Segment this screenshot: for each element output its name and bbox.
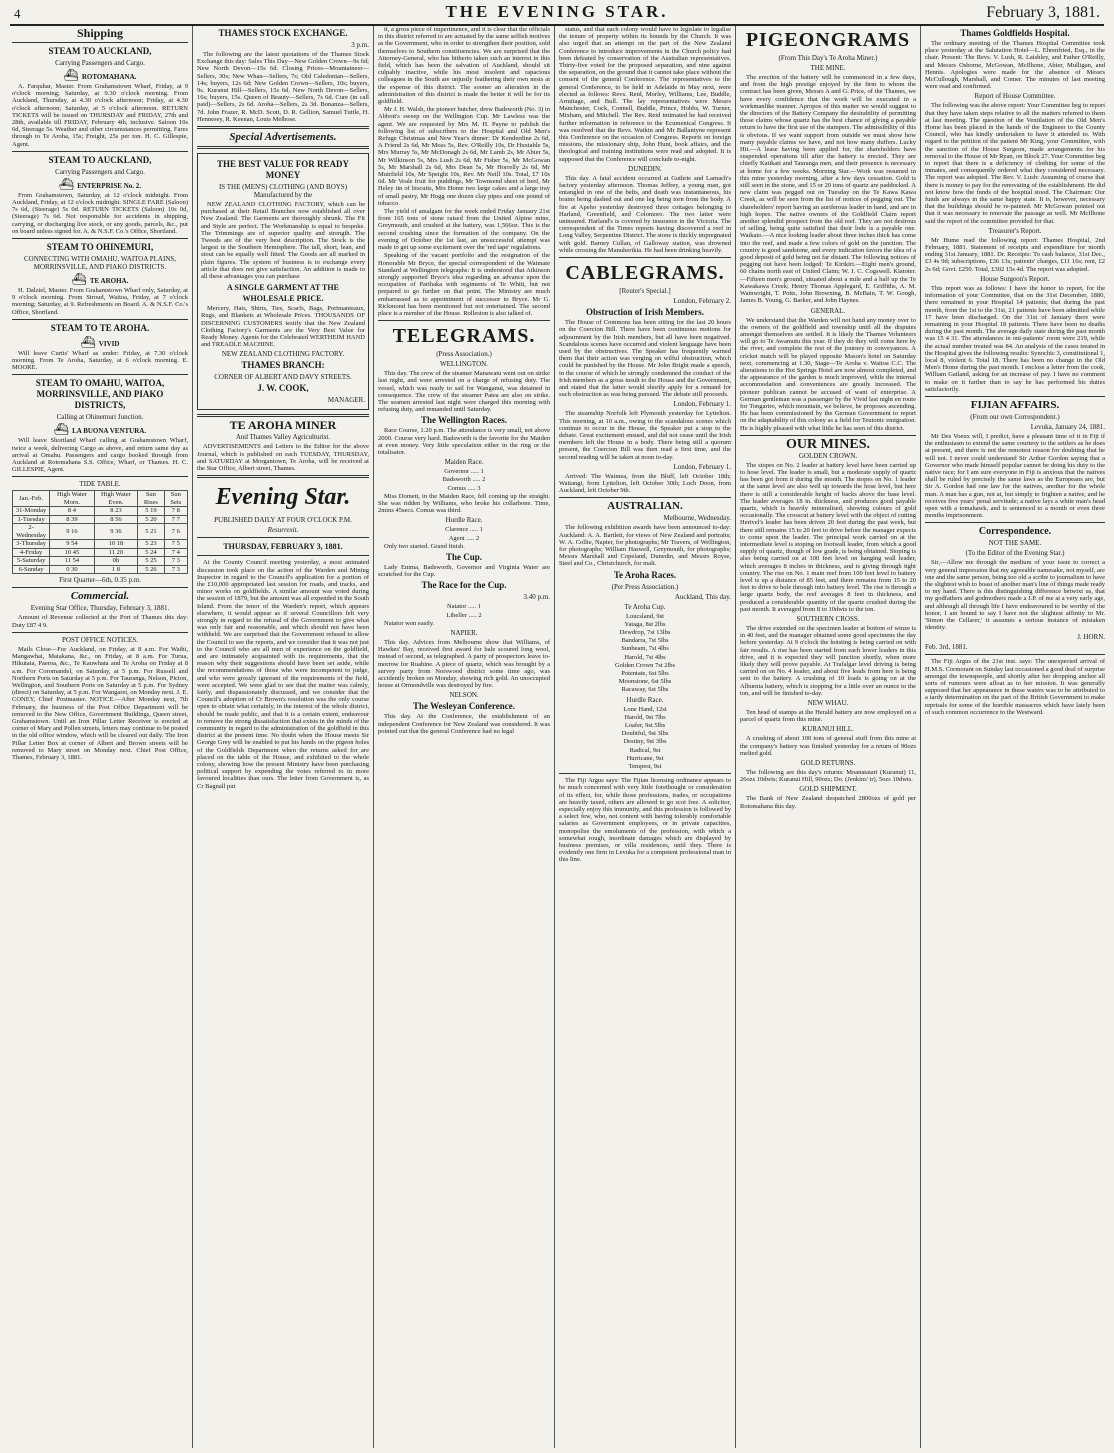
general-body: We understand that the Warden will not hand any money over to the owners of the goldfield and township until all the disputes amongst themselves are settled. It is likely the Thames Volunteers will go to Te Awamutu this year. If they do they will come here by the river, and complete the rest of the journey in conveyances. A cricket match will be played opposite Mason's hotel on Saturday next, commencing at 1.30, Stage—Te Aroha v. Waitoa C.C. The alterations to the Hot Springs Hotel are now almost completed, and the appearance of the garden is much improved, while the internal accommodation and conveniences are greatly increased. The pioneer publican cannot be accused of want of enterprise. A German gentleman was a passenger by the Vivid last night en route for Tongariro, which mountain, we believe, he proposes ascending. He has been commissioned by the German Government to report on the adaptability of this colony as a field for Teutonic emigration. He is highly pleased with what little he has seen of this district. xyxy=(740,316,916,432)
tide-cell: 11 20 xyxy=(94,548,137,557)
race-body: Only two started. Grand finish. xyxy=(384,542,465,550)
race-result: Clarence ..... 1 xyxy=(445,526,483,534)
tide-cell: 9 36 xyxy=(94,524,137,540)
ad-body: From Grahamstown, Saturday, at 12 o'clock midnight. From Auckland, Friday, at 12 o'clock midnight. SINGLE FARE (Saloon) 7s 6d, (Steerage) 5s 0d. RETURN TICKETS (Saloon) 10s 0d, (Steerage) 7s 6d. Not responsible for accidents in shipping, carrying, or discharging live stock, or any goods, parcels, &c., put on board unless signed for. A. & N.S.F. Co.'s Office, Shortland. xyxy=(12,191,188,235)
stock-exchange-time: 3 p.m. xyxy=(351,41,369,49)
tide-footer: First Quarter—6th, 0.35 p.m. xyxy=(59,576,141,585)
page-number: 4 xyxy=(14,6,21,21)
stock-exchange-heading: THAMES STOCK EXCHANGE. xyxy=(218,28,348,38)
list-item: Yataga, 8st 2lbs xyxy=(624,620,666,628)
mine-report: The stopes on No. 2 leader at battery level have been carried up to hose level. The leader is small, but a moderate supply of quartz has been got from it during the month. The stopes on No. 1 leader at the same level are also well up towards the hose level, but here there is still a considerable height of backs above the base level. The leader averages 18 in. thickness, and produces good payable quartz, which is heavily mineralised, showing colours of gold occasionally. The crosscut at battery level with the object of cutting Herivel's leader has been driven 20 feet during the past week, but there still remains 15 to 20 feet to drive before the manager expects to come upon the leader. The principal work carried on at the intermediate level is stoping on footwall leader, from which a good supply of quartz, though of low grade, is being obtained. Stoping is also being carried on at 100 feet level on hanging wall leader, which averages 8 inches in thickness, and is giving through tight country. The rise on No. 1 main reef from 100 feet level to battery level is up a distance of 85 feet, and there remains from 15 to 20 feet to drive to hole through into battery level. The rise is through a large quartz body, the reef averages 8 feet in thickness, and produced a considerable quantity of the quartz crushed during the past month. It averaged from 8 to 10dwts to the ton. xyxy=(740,461,916,613)
wesleyan-heading: The Wesleyan Conference. xyxy=(413,701,515,712)
list-item: Lone Hand, 12st xyxy=(623,705,667,713)
steamship-icon: ⛴ xyxy=(63,68,79,82)
race-result: Agent ..... 2 xyxy=(448,534,480,542)
race-heading: Hurdle Race. xyxy=(445,516,483,525)
tide-cell: 2-Wednesday xyxy=(13,524,50,540)
fijian-affairs-body: Mr Des Voeux will, I predict, have a pleasant time of it in Fiji if the enthusiasm to extend the same courtesy to the settlers as he does at present, and there is not the remotest reason for doubting that he will not. I never could understand Sir Arthur Gordon saying that a Governor who made himself popular cannot be doing his duty to the native race; for I am sure everyone in Fiji is anxious that the natives shall be ruled by precisely the same laws as the Europeans are, but Sir A. Gordon had one law for the natives, another for the whole man. A man has a gun, not at, but simply to frighten a native, and he receives five years' penal servitude; a native lays a white man's head open with a tomahawk, and is sentenced to a month or even three months imprisonment. xyxy=(925,432,1105,520)
tide-cell: 7 3 xyxy=(164,565,187,574)
tide-cell: 5 21 xyxy=(138,524,165,540)
cablegrams-source: [Reuter's Special.] xyxy=(619,287,671,296)
cup-body: Lady Emma, Badsworth, Governor and Virginia Water are scratched for the Cup. xyxy=(378,563,550,579)
section-heading: Treasurer's Report. xyxy=(988,226,1042,235)
evening-star-subtitle: PUBLISHED DAILY AT FOUR O'CLOCK P.M. xyxy=(214,516,352,525)
telegram-body: This day. The crew of the steamer Manawatu went out on strike last night, and were arrested on a charge of refusing duty. The vessel, which was ready to sail for Wanganui, was detained in consequence. The crew of the steamer Patea are also on strike. The seamen arrested last night were charged this morning with refusing duty, and remanded until Saturday. xyxy=(378,370,550,414)
pigeongrams-source: (From This Day's Te Aroha Miner.) xyxy=(778,54,878,62)
letter-signature: J. HORN. xyxy=(1077,633,1105,642)
obstruction-heading: Obstruction of Irish Members. xyxy=(586,307,704,318)
surgeon-report: This report was as follows: I have the honor to report, for the information of your Committee, that on the 31st December, 1880, there remained in your Hospital 14 patients; that during the past month, from the 1st to the 31st, 21 patients have been admitted while 17 have been discharged. On the 31st of January there were remaining in your Hospital 18 patients. There have been no deaths during the past month. The average daily state during the past month was 15 4 31. The attendances in out-patients' room were 219, while the actual number treated was 84. An analysis of the cases treated in the Hospital gives the following results: Synochic 3, constitutional 1, local 8, violent 6. Total 18. There has been no change in the Old Men's Home during the past month. I enclose a letter from the cook, William Gatland, asking for an increase of pay. I have no comment to make on it farther than to say he has performed his duties satisfactorily. xyxy=(925,284,1105,393)
ship-name: ENTERPRISE No. 2. xyxy=(77,181,142,190)
column-advertisements xyxy=(197,26,369,1448)
section-heading: House Surgeon's Report. xyxy=(980,274,1050,283)
steamship-icon: ⛴ xyxy=(58,176,75,191)
tide-table-title: TIDE TABLE. xyxy=(79,480,121,489)
letter-addressee: (To the Editor of the Evening Star.) xyxy=(965,549,1065,558)
race-result: Comus ..... 3 xyxy=(447,484,481,492)
our-mines-heading: OUR MINES. xyxy=(785,436,870,452)
list-item: Bandarra, 7st 5lbs xyxy=(621,637,669,645)
list-item: Loafer, 9st 5lbs xyxy=(624,722,666,730)
commercial-body: Amount of Revenue collected at the Port of Thames this day: Duty £87 4 9. xyxy=(12,614,188,629)
hospital-body: The ordinary meeting of the Thames Hospital Committee took place yesterday at the Salutation Hotel—L. Ehrenfried, Esq., in the chair. Present: The Revs. V. Lush, R. Laishley, and Father O'Reilly, and Messrs Osborne, McGowan, McIlhone, Abier, Mulligan, and Hennis. Apologies were made for the absence of Messrs McCullough, Marshall, and Comer. The minutes of last meeting were read and confirmed. xyxy=(925,40,1105,91)
tide-column-header: Sun Sets xyxy=(164,491,187,507)
dateline: WELLINGTON. xyxy=(440,360,488,369)
fiji-argus-paragraph: The Fiji Argus says: The Fijian licensing ordinance appears to be much concerned with very little forethought or consideration of its effect, for, while those professions, trades, or occupations are heavily taxed, others are allowed to go scot free. A solicitor, especially enjoy this immunity, and this profession is followed by a select few, who, not content with having tolerably comfortable salaries as Government employees, or in private capacities, monopolise the emoluments of the profession, with which a somewhat rough, inordinate damages which are displayed by business premises, or villa residences, until they. There is evidently one firm in Levuka for a competent professional man in this line. xyxy=(559,777,731,864)
tide-cell: 5 20 xyxy=(138,515,165,524)
ad-title: STEAM TO TE AROHA. xyxy=(50,322,150,333)
cormorant-paragraph: The Fiji Argus of the 21st inst. says: The unexpected arrival of H.M.S. Cormorant on Sunday last occasioned a good deal of surprise amongst the townspeople, and shortly after her dropping anchor all sorts of rumours were afloat as to her mission. It was generally supposed that her appearance in these waters was to be attributed to a tardy determination on the part of the British Government to make reprisals for some of the horrible massacres which have lately been of such common occurrence to the Westward. xyxy=(925,658,1105,716)
commercial-subheading: Evening Star Office, Thursday, February 3, 1881. xyxy=(30,604,170,613)
list-item: Harold, 7st 4lbs xyxy=(624,653,666,661)
tide-cell: 8 23 xyxy=(94,507,137,516)
mine-body: The erection of the battery will be commenced in a few days, and from the high prestige enjoyed by the firm to whom the contract has been given, Messrs A and G. Price, of the Thames, we have every confidence that the work will be executed in a workmanlike manner. Apropos of this matter we would suggest to the directors of the Battery Company the desirability of permitting those claims whose quartz has the best chance of giving a payable return to have the first use of the stampers. The admissibility of this is obvious. If we want support from outside we must show how many payable claims we have, and not how many duffers. Lucky Hit.—A lease having been applied for, the shareholders have suspended operations till after the battery is erected. They are chiefly Katikati and Tauranga men, and their presence is necessary at home for a few weeks. Morning Star.—Work was resumed in this mine yesterday morning, after a few days cessation. Gold is still seen in the stone, and 15 or 20 tons of quartz are paddocked. A new claim was pegged out on Tuesday on the Te Kawa Kawa Creek, as will be seen from the list of notices of pegging out. The shareholders' report having an auriferous leader in hand, and are in high hopes. The native owners of the Goldfield Claim report another splendid prospect from the old reef. They are not desirous of selling, being quite satisfied that their lode is a payable one. Waikato.—A nice looking leader about three inches thick has come into the reef, and made a few colors of gold on the junction. The country is good sandstone, and every indication favors the idea of a good deposit of gold being not far distant. The following notices of pegging out have been lodged: Te Kirikiri.—Eight men's ground, 60 chains north east of United Claim; W. J. C. Cogswell. Kiatoter.—Fifteen men's ground, situated about a mile and a half up the Te Kawakawa Creek; Henry Thomas Applegard, E. Griffiths, A. M. Wainwright, T. Potts, John Browning, B. McBain, T. W. Googh, James B. Young, G. Barker, and John Haynes. xyxy=(740,74,916,305)
ad-subtitle: IS THE (MEN'S) CLOTHING (AND BOYS) Manufactured by the xyxy=(218,183,348,200)
hospital-heading: Thames Goldfields Hospital. xyxy=(960,28,1070,38)
table-row xyxy=(13,524,188,540)
mine-heading: SOUTHERN CROSS. xyxy=(796,615,860,624)
ship-name: LA BUONA VENTURA. xyxy=(72,427,147,436)
list-item: Hurricane, 9st xyxy=(626,754,664,762)
issue-date: February 3, 1881. xyxy=(986,4,1100,21)
pigeongrams-heading: PIGEONGRAMS xyxy=(745,29,911,51)
tide-table xyxy=(12,490,188,574)
tide-cell: 5 25 xyxy=(138,557,165,566)
ad-title: STEAM TO OMAHU, WAITOA, MORRINSVILLE, AND PIAKO DISTRICTS, xyxy=(35,378,165,411)
tide-cell: 4-Friday xyxy=(13,548,50,557)
house-report: The following was the above report: Your Committee beg to report that they have taken steps relative to all the matters referred to them at last meeting. The question of the Ventilation of the Old Men's Home has been placed in the hands of the Engineer to the County Council, who has kindly undertaken to have it attended to. With regard to the petition of the patient Mr King, your Committee, with the sanction of the House Surgeon, made arrangements for his removal to the House of Mr Ryan, on Block 27. Your Committee beg to report that there is a deficiency of clothing for some of the inmates, and consequently ordered what they considered necessary. The report was adopted. The Rev. V. Lush: Assuming of course that there is money to pay for the renovating of the establishment. He did not know how the funds of the hospital stood. The Chairman: Our funds are always in the same happy state. It is, however, necessary that the buildings should be re-painted. Mr McGowan pointed out that it was necessary to renovate the passage as well. Mr McIlhone said the report of the committee provided for that. xyxy=(925,102,1105,225)
tide-cell: 7 4 xyxy=(164,548,187,557)
post-office-heading: POST OFFICE NOTICES. xyxy=(62,635,138,644)
race-heading: Te Aroha Cup. xyxy=(624,602,666,611)
newspaper-title: THE EVENING STAR. xyxy=(445,2,669,21)
treasurer-report: Mr Hume read the following report: Thames Hospital, 2nd February, 1881. Statement of receipts and expenditure for month ending 31st January, 1881. Dr. Receipts: To cash balance, 31st Dec., £3 4s 9d; subscriptions, £36 13s; patients' charges, £11 16s; rent, £2 2s 6d; Govt. £250. Total, £302 15s 4d. The report was adopted. xyxy=(925,236,1105,273)
ad-subtitle: CONNECTING WITH OMAHU, WAITOA PLAINS, MORRINSVILLE, AND PIAKO DISTRICTS. xyxy=(23,255,177,272)
ad-body: Mercery, Hats, Shirts, Ties, Scarfs, Bags, Portmanteaux, Rugs, and Blankets at Wholesale Prices. THOUSANDS OF DISCERNING CUSTOMERS testify that the New Zealand Clothing Factory's Garments are the Very Best Value for Ready Money. Agents for the Celebrated WERTHEIM HAND and TREADLE MACHINE. xyxy=(201,305,365,349)
gold-returns: The following are this day's returns: Moanataiari (Kuranui) 11, 26ozs 10dwts; Kuranui Hill, 90ozs; Do. (Jenkins' tr), 5ozs 10dwts. xyxy=(740,769,916,784)
tide-cell: 0h xyxy=(94,557,137,566)
tide-cell: 5 24 xyxy=(138,548,165,557)
aroha-races-heading: Te Aroha Races. xyxy=(613,569,677,580)
tide-column-header: Jan.-Feb. xyxy=(13,491,50,507)
mine-heading: GOLD SHIPMENT. xyxy=(799,785,857,794)
dateline: DUNEDIN. xyxy=(628,164,662,173)
section-heading: GENERAL. xyxy=(810,306,846,315)
tide-cell: 5 26 xyxy=(138,565,165,574)
table-row xyxy=(13,557,188,566)
steamship-icon: ⛴ xyxy=(71,272,87,287)
ad-subtitle: Carrying Passengers and Cargo. xyxy=(55,59,145,67)
tide-cell: 9 16 xyxy=(50,524,94,540)
steamship-icon: ⛴ xyxy=(80,334,96,349)
table-row xyxy=(13,565,188,574)
section-heading: THE MINE. xyxy=(810,64,846,72)
special-advertisements-heading: Special Advertisements. xyxy=(229,131,337,144)
letter-title: NOT THE SAME. xyxy=(988,539,1042,548)
column-cablegrams xyxy=(559,26,731,1448)
branch-address: CORNER OF ALBERT AND DAVY STREETS. xyxy=(214,373,352,382)
mine-heading: GOLDEN CROWN. xyxy=(798,451,858,460)
cable-body: The steamship Norfolk left Plymouth yesterday for Lyttelton. This morning, at 10 a.m., owing to the scandalous scenes which continue to occur in the House, the Speaker put a stop to the debate. Great excitement ensued, and did not cease until the Irish members left the House in a body. There being still a quorum present, the Coercion Bill was then read a first time, and the second reading will be taken at noon to-day. xyxy=(559,410,731,461)
list-item: Potentate, 6st 5lbs xyxy=(621,670,669,677)
ad-title: STEAM TO AUCKLAND, xyxy=(48,46,152,56)
branch-title: THAMES BRANCH: xyxy=(241,360,325,371)
list-item: Sunbeam, 7st 4lbs xyxy=(621,645,669,653)
ad-footer: NEW ZEALAND CLOTHING FACTORY. xyxy=(221,350,345,359)
column-rule xyxy=(192,26,193,1448)
ad-title: STEAM TO AUCKLAND, xyxy=(48,154,152,165)
evening-star-masthead: Evening Star. xyxy=(215,484,351,511)
race-result: Badsworth ..... 2 xyxy=(442,476,486,484)
tide-cell: 8 4 xyxy=(50,507,94,516)
tide-cell: 1-Tuesday xyxy=(13,515,50,524)
miner-subtitle: And Thames Valley Agriculturist. xyxy=(235,433,331,442)
dateline: Auckland, This day. xyxy=(674,592,731,601)
leader-continuation: it, a gross piece of impertinence, and it is clear that the officials in this district referred to are actuated by the same selfish motives as the Government, who in order to strengthen their position, sold themselves to Southern constituencies. We are surprised that the Attorney-General, who has hitherto taken such an interest in this field, which has been the salvation of Auckland, should sit culpably inactive, while his most insolent and rapacious colleagues in the South are unjustly feathering their own nests at the expense of this district. The sooner an alteration in the administration of this district is made the better it will be for its goldfield. xyxy=(378,26,550,106)
leader-date: THURSDAY, FEBRUARY 3, 1881. xyxy=(223,542,343,552)
letter-body: Sir,—Allow me through the medium of your issue to correct a very general impression that my agreeable namesake, not myself, are one and the same person, being too old a scribe to journalism to have the slightest wish to boast of another man's line of things made ready to my hand. There is this distinguishing difference betwixt us, that my godfathers and godmothers made a J.P. of me at a very early age, and although all through life I have endeavoured to be worthy of the honor, I am bound to say I have not the slightest affinity to Mr. 'Simon the Cellarer,' it assumes a serious instance of mistaken identity. xyxy=(925,559,1105,632)
tide-column-header: High Water Even. xyxy=(94,491,137,507)
cablegrams-heading: CABLEGRAMS. xyxy=(565,262,725,285)
list-item: Harold, 9st 7lbs xyxy=(624,713,666,721)
mine-heading: KURANUI HILL. xyxy=(802,725,854,734)
miner-title: TE AROHA MINER xyxy=(229,418,337,433)
list-item: Golden Crown 7st 2lbs xyxy=(614,661,676,669)
column-pigeongrams xyxy=(740,26,916,1448)
race-cup-heading: The Race for the Cup. xyxy=(421,580,507,591)
tide-column-header: High Water Morn. xyxy=(50,491,94,507)
race-cup-time: 3.40 p.m. xyxy=(523,593,550,602)
tide-cell: 6-Sunday xyxy=(13,565,50,574)
table-row xyxy=(13,515,188,524)
list-item: Radical, 9st xyxy=(629,746,661,754)
column-rule xyxy=(554,26,555,1448)
news-paragraph: status, and that each colony would have to legislate to legalise the tenure of property within its bounds by the Church. It was also urged that an attempt on the part of the New Zealand Conference to introduce improvements in the Church policy had been defeated by conservation of the Australian representatives. Thirty-five voted for the proposed separation, and nine against the separation, on the ground that it cannot take place without the consent of the general Conference. The representatives to the general Conference, to be held in Adelaide in May next, were elected as follows: Revs. Reid, Morley, Williams, Lee, Buddle, Armitage, and Bull. The lay representatives were Messrs Manchester, Cock, Connell, Buddle, Prince, Hobbs, W. Turner, Mixham, and Mitchell. The Rev. Reid intimated he had received further information in reference to the Ecumenical Congress. It was resolved that the Revs. Watkin and Mr Ballantyne represent this Conference on the occasion of Congress. Reports on foreign missions, the missionary ship, John Hunt, book affairs, and the theological and training institutions were read and adopted. It is supposed that the Conference will conclude to-night. xyxy=(559,26,731,163)
miner-body: ADVERTISEMENTS and Letters to the Editor for the above Journal, which is published on each TUESDAY, THURSDAY, and SATURDAY at Morgantown, Te Aroha, will be received at the Star Office, Albert street, Thames. xyxy=(197,443,369,473)
dateline: London, February 1. xyxy=(673,462,731,471)
commercial-heading: Commercial. xyxy=(70,590,130,603)
tide-cell: 10 18 xyxy=(94,540,137,549)
wesleyan-body: This day. At the Conference, the establishment of an independent Conference for New Zealand was considered. It was pointed out that the general Conference had no legal xyxy=(378,713,550,735)
section-heading: Report of House Committee. xyxy=(974,92,1056,101)
ad-subtitle: Calling at Ohinemuri Junction. xyxy=(56,413,144,422)
races-heading: The Wellington Races. xyxy=(420,415,508,426)
masthead xyxy=(10,0,1104,26)
tide-cell: 1 8 xyxy=(94,565,137,574)
column-rule xyxy=(735,26,736,1448)
gold-shipment: The Bank of New Zealand despatched 2800ozs of gold per Rotomahana this day. xyxy=(740,795,916,810)
dateline: London, February 1. xyxy=(673,400,731,409)
list-item: Dewdrop, 7st 13lbs xyxy=(619,628,671,636)
race-result: Libeller ..... 2 xyxy=(446,611,482,619)
mine-heading: GOLD RETURNS. xyxy=(800,759,856,768)
telegrams-heading: TELEGRAMS. xyxy=(392,325,536,348)
ad-body: A. Farquhar, Master. From Grahamstown Wharf, Friday, at 9 o'clock morning; Saturday, at 9.30 o'clock morning. From Auckland, Thursday, at 4.30 o'clock afternoon; Friday, at 4.30 o'clock afternoon; Saturday, at 5 o'clock afternoon. RETURN TICKETS will be issued on THURSDAY and FRIDAY, 27th and 28th, available till FRIDAY, February 4th, inclusive. Saloon 10s 6d, Steerage 5s. Weather and other circumstances permitting. Fares through to Te Aroha, 15s; Freight, 25s per ton. H. C. Gillespie, Agent. xyxy=(12,83,188,148)
list-item: Moonstone, 6st 5lbs xyxy=(618,678,672,686)
ship-name: VIVID xyxy=(98,339,120,348)
list-item: Racaway, 6st 5lbs xyxy=(621,686,669,694)
dateline: Levuka, January 24, 1881. xyxy=(1030,422,1105,431)
post-office-body: Mails Close—For Auckland, on Friday, at 8 a.m. For Waihi, Mangawhai, Matakana, &c., on Friday, at 8 a.m. For Turua, Hikutaia, Paeroa, &c., Te Kauwhata and Te Aroha on Friday at 8 a.m. For Coromandel, on Saturday, at 5 p.m. For Russell and Northern Ports on Saturday at 5 p.m. For Tauranga, Nelson, Picton, Wellington, and Southern Ports on Saturday at 5 p.m. For Sydney (direct) on Saturday, at 5 p.m. For Wangarei, on Monday next. J. E. CONEY, Chief Postmaster. NOTICE.—After Monday next, 7th February, the business of the Post Office Department will be removed to the New Office, Government Buildings, Queen street, Grahamstown. Until an Iron Pillar Letter Receiver is erected at corner of Mary and Pollen streets, letters may continue to be posted in the old office window, which will be cleared out daily. The Iron Pillar Letter Box at corner of Albert and Brown streets will be removed to Mary street on Monday next. Chief Post Office, Thames, February 3, 1881. xyxy=(12,645,188,761)
dateline: London, February 2. xyxy=(673,297,731,306)
race-result: Natator ..... 1 xyxy=(446,603,482,611)
ad-body: NEW ZEALAND CLOTHING FACTORY, which can be purchased at their Retail Branches now established all over New Zealand. The Garments are thoroughly shrunk. The Fit and Style are perfect. The Workmanship is equal to bespoke. The Trimmings are of superior quality and strength. The Tweeds are of the very best description. The Stock is the largest in the Southern Hemisphere. The tall, short, lean, and stout can be equally well fitted. The Goods are all marked in plain figures. The system of business is to exchange every article that does not give satisfaction. An addition is made to all these advantages you can purchase xyxy=(201,201,365,281)
leader-article: At the County Council meeting yesterday, a most animated discussion took place on the action of the Warden and Mining Inspector in regard to the Council's application for a portion of the £10,000 appropriated last session for roads, and tracks, and minor works on goldfields. A similar amount was voted during the session of 1879, but the amount was all expended in the South Island. From the tenor of the Warden's report, which appears elsewhere, it would appear as if several Councillors felt very strongly in regard to the refusal of the Government to give what was only fair and reasonable, and which should not have been withheld. We are surprised that the Government refused to allow the Council to see the reports, and we consider that it was not just to the Council who are all men of experience on the goldfield, and are intimately acquainted with its requirements, that the reason why their suggestions should have been set aside, while the recommendations of those who were incompetent to judge, and who were grossly ignorant of the requirements of the field, were accepted. We were glad to see that the matter was calmly, fairly, and dispassionately discussed, and we consider that the Council's adoption of Cr Brown's resolution was the only course open to obtain what certainly, in the interest of the whole district, should be made public, and that it is a certain extent, endeavour to remove the strong dissatisfaction that exists in the minds of the community in regard to the administration of the goldfield in this district at the present time. No doubt when the House meets Sir George Grey will be enabled to put his hands on the pigeon holes of the Goldfields Department when the returns asked for are placed on the table of the House, and exhibited to the whole colony, showing how the present Ministry have been purchasing political support by expending the votes referred to in more favoured localities than ours. The letter from Government is, as Cr Bagnall put xyxy=(197,559,369,790)
letter-date: Feb. 3rd, 1881. xyxy=(925,643,968,652)
mine-report: The drive extended on the specimen leader at bottom of winze is in 40 feet, and the manager obtained some good specimens the day before yesterday. At 9 o'clock the hoisting is being carried on with fair results. A rise has been started from each lower leaders in this drive, and it is expected they will junction shortly, when more likely they will prove payable. At Trafalgar level driving is being carried on on No. 4 leader, and about five leads from here is being sent to the battery. A crushing of 10 loads is going on at the Alburnia battery, which is stopping for a little over an ounce to the ton, and will be finished to-day. xyxy=(740,625,916,697)
column-news xyxy=(378,26,550,1448)
tide-cell: 31-Monday xyxy=(13,507,50,516)
list-item: Loucsland, 9st xyxy=(626,612,664,620)
tide-cell: 5-Saturday xyxy=(13,557,50,566)
cup-heading: The Cup. xyxy=(445,551,482,562)
column-shipping xyxy=(12,26,188,1448)
column-rule xyxy=(920,26,921,1448)
tide-cell: 8 39 xyxy=(50,515,94,524)
column-rule xyxy=(373,26,374,1448)
race-body: Natator won easily. xyxy=(384,619,435,627)
cable-body: Arrived: The Waimea, from the Bluff, left October 18th; Waitangi, from Lyttelton, left October 30th; Loch Doon, from Auckland, left October 9th. xyxy=(559,472,731,495)
tide-cell: 3-Thursday xyxy=(13,540,50,549)
correspondence-heading: Correspondence. xyxy=(978,526,1052,538)
ad-body: Will leave Shortland Wharf calling at Grahamstown Wharf, twice a week, delivering Cargo as above, and return same day as arrival at Omahu. Passengers and cargo booked through from Auckland at Rotomahana S.S. Office, Wharf, or Thames. H. C. GILLESPIE, Agent. xyxy=(12,437,188,474)
tide-cell: 11 54 xyxy=(50,557,94,566)
list-item: Destiny, 9st 3lbs xyxy=(623,738,667,746)
ad-body: H. Dalziel, Master. From Grahamstown Wharf only, Saturday, at 9 o'clock morning. From Stroud, Waitoa, Friday, at 7 o'clock morning; Saturday, at 9. Refreshments on Board. A. & N.S.F. Co.'s Office, Shortland. xyxy=(12,287,188,316)
races-body: Race Course, 1.20 p.m. The attendance is very small, not above 2000. Course very hard. Badsworth is the favorite for the Maiden at even money. Very little speculation either in the ring or the totalisator. xyxy=(378,427,550,456)
table-row xyxy=(13,507,188,516)
news-paragraph: Speaking of the vacant portfolio and the resignation of the Honorable Mr Bryce, the special correspondent of the Waimate Standard at Wellington telegraphs: It is understood that Atkinson strongly supported Bryce's idea regarding an advance upon the occupation of Parihaka with regiments of Te Whiti, but not prepared to go further on that point. The Ministry are much embarrassed as to appointment of successor to Bryce. Mr G. Rickmond has been mentioned but not entertained. The second place is a member of the House. Rolleston is also talked of. xyxy=(378,252,550,317)
ad-highlight: A SINGLE GARMENT AT THE WHOLESALE PRICE. xyxy=(227,283,339,304)
aroha-races-source: (Per Press Association.) xyxy=(611,582,679,591)
steamship-icon: ⛴ xyxy=(53,422,70,437)
tide-cell: 7 7 xyxy=(164,515,187,524)
hurdle-weights-list xyxy=(559,706,731,771)
ad-body: Will leave Curtis' Wharf as under: Friday, at 7.30 o'clock morning. From Te Aroha, Saturday, at 6 o'clock morning. E. MOORE. xyxy=(12,349,188,372)
mine-report: A crushing of about 100 tons of general stuff from this mine at the company's battery was finished yesterday for a return of 90ozs melted gold. xyxy=(740,735,916,757)
column-hospital xyxy=(925,26,1105,1448)
race-body: Miss Domett, in the Maiden Race, fell coming up the straight. She was ridden by Williams, who broke his collarbone. Time, 2mins 45secs. Comus was third. xyxy=(378,492,550,515)
tide-cell: 10 45 xyxy=(50,548,94,557)
news-paragraph: Mr J. H. Walsh, the pioneer butcher, drew Badsworth (No. 3) in Abbott's sweep on the Wellington Cup. Mr Lawless was the agent. We are requested by Mrs M. H. Payne to publish the following list of subscribers to the Hospital and Old Men's Refuge Christmas and New Year's dinner: Dr Kenderdine 2s 6d, A Friend 2s 6d, Mr Moss 5s, Rev. O'Reilly 10s, Dr Huxtable 5s, Mrs Murray 5s, Mr McDonagh 2s 6d, Mr Lamb 2s, Mr Abier 5s, Mr Wilkinson 5s, Mrs Lush 2s 6d, Mr Fisher 5s, Mr McGowan 5s, Mr Marshall 2s 6d, Mrs Dean 5s, Mr Horrelly 2s 6d, Mr Muirfield 10s, Mr Speight 10s, Rev. Mr Neill 10s. Total, £7 10s 6d. Mr Veale fruit for puddings, Mr Townsend sheet of beef, Mr Heley tin of biscuits, Mrs Home two large cakes and a large tray of small pastry, Mr Hogg one dozen clay pipes and one pound of tobacco. xyxy=(378,106,550,207)
clothing-factory-ad xyxy=(197,153,369,410)
list-item: Doubtful, 9st 3lbs xyxy=(621,730,669,738)
ship-name: TE AROHA. xyxy=(89,277,129,286)
table-row xyxy=(13,540,188,549)
list-item: Tempest, 9st xyxy=(628,763,662,771)
dateline: Melbourne, Wednesday. xyxy=(663,514,731,523)
mine-heading: NEW WHAU. xyxy=(807,699,849,708)
ship-name: ROTOMAHANA. xyxy=(81,73,137,81)
mine-report: Ten head of stamps at the Herald battery are now employed on a parcel of quartz from this mine. xyxy=(740,709,916,724)
cup-weights-list xyxy=(559,613,731,694)
race-heading: Hurdle Race. xyxy=(626,695,664,704)
tide-cell: 7 3 xyxy=(164,557,187,566)
manager-role: MANAGER. xyxy=(327,396,365,405)
race-heading: Maiden Race. xyxy=(444,458,484,467)
ad-title: STEAM TO OHINEMURI, xyxy=(46,242,154,253)
fijian-affairs-source: (From our own Correspondent.) xyxy=(970,412,1060,421)
dateline: NAPIER. xyxy=(450,629,478,637)
tide-column-header: Sun Rises xyxy=(138,491,165,507)
tide-cell: 0 30 xyxy=(50,565,94,574)
australian-body: The following exhibition awards have been announced to-day: Auckland: A. A. Bartlett, for views of New Zealand and portraits; W. A. Collie, Napier, for photographs; Mr Travers, of Wellington, for photographs; William Haswell, Greymouth, for photographs; Messrs Marshall and Copeland, Dunedin, and Messrs Royse, Steel and Co., Christchurch, for malt. xyxy=(559,524,731,568)
news-paragraph: The yield of amalgam for the week ended Friday January 21st from 165 tons of stone raised from the United Alpine mine, Greymouth, and crushed at the battery, was 1,566oz. This is the second crushing since the formation of the company. On the evening of October the 1st last, an unsuccessful attempt was made to get up some excitement over the 'red tape' regulations. xyxy=(378,208,550,252)
telegrams-source: (Press Association.) xyxy=(436,350,492,359)
stock-exchange-body: The following are the latest quotations of the Thames Stock Exchange this day: Sales This Day—New Golden Crown—9s 6d; New North Devon—15s 6d. Closing Prices—Mountaineer—Sellers, 30s; New Whau—Sellers, 7s; Old Caledonian—Sellers, 14s; buyers, 12s 6d; New Golden Crown—Sellers, 10s; buyers, 9s. Kuranui Hill—Sellers, 15s 6d. New North Devon—Sellers, 16s; buyers, 15s. Queen of Beauty—Sellers, 7s 6d. Cure (in call paid)—Sellers, 2s 6d. Aroha—Sellers, 2s 3d. Bonanza—Sellers, 7d. John Frazer, R. McD. Scott, D. R. Gellion, Samuel Tuttle, H. Hennesey, R. Keenan, Louis Melhose. xyxy=(197,51,369,123)
dunedin-body: This day. A fatal accident occurred at Guthrie and Larnach's factory yesterday afternoon. Thomas Jeffrey, a young man, got entangled in one of the belts, and death was instantaneous, his brains being dashed out and one leg being torn from the body. A fire at Apeho yesterday destroyed three cottages belonging to Harland, Greenfield, and Colomoro. The two latter were uninsured. Harland's is covered by insurance in the Victoria. The correspondent of the Times reports having discovered a reef in Long Valley, Serpentine District. The stone is thickly impregnated with gold. Barney Cullan, of Galloway station, was drowned while crossing the Manuherikia. He had been drinking heavily. xyxy=(559,174,731,254)
tide-cell: 8 56 xyxy=(94,515,137,524)
tide-cell: 9 54 xyxy=(50,540,94,549)
table-row xyxy=(13,548,188,557)
tide-cell: 7 6 xyxy=(164,524,187,540)
tide-cell: 5 19 xyxy=(138,507,165,516)
fijian-affairs-heading: FIJIAN AFFAIRS. xyxy=(970,398,1060,411)
dateline: NELSON. xyxy=(449,691,479,700)
australian-heading: AUSTRALIAN. xyxy=(607,500,683,513)
ad-subtitle: Carrying Passengers and Cargo. xyxy=(55,167,145,176)
tide-cell: 5 23 xyxy=(138,540,165,549)
obstruction-body: The House of Commons has been sitting for the last 20 hours on the Coercion Bill. There have been continuous motions for adjournment by the Irish members, but all have been negatived. Scandalous scenes have occurred and violent language have been used by the obstructives. The Speaker has frequently warned them that their action was verging on wilful obstruction, which could be punished by the House. Mr John Bright made a speech, in the course of which he strongly condemned the conduct of the Irish members as a gross insult to the House and the Government, and stated that the latter would shortly apply for a remand for such obstruction as was being pursued. The debate still proceeds. xyxy=(559,319,731,399)
tide-cell: 7 8 xyxy=(164,507,187,516)
evening-star-motto: Resurrexit. xyxy=(267,526,299,535)
tide-cell: 7 5 xyxy=(164,540,187,549)
race-result: Governor ..... 1 xyxy=(444,468,484,476)
manager-name: J. W. COOK, xyxy=(257,383,309,394)
napier-body: This day. Advices from Melbourne show that Williams, of Hawkes' Bay, received first award for bale scoured long wool, instead of second, as telegraphed. A party of prospectors leave to-morrow for Ruahine. A piece of quartz, which was brought by a survey party from Norswood district some time ago, was accidently broken on Monday, showing rich gold. An unoccupied house at Ormondville was destroyed by fire. xyxy=(378,639,550,690)
ad-title: THE BEST VALUE FOR READY MONEY xyxy=(216,159,350,181)
shipping-heading: Shipping xyxy=(76,26,124,40)
